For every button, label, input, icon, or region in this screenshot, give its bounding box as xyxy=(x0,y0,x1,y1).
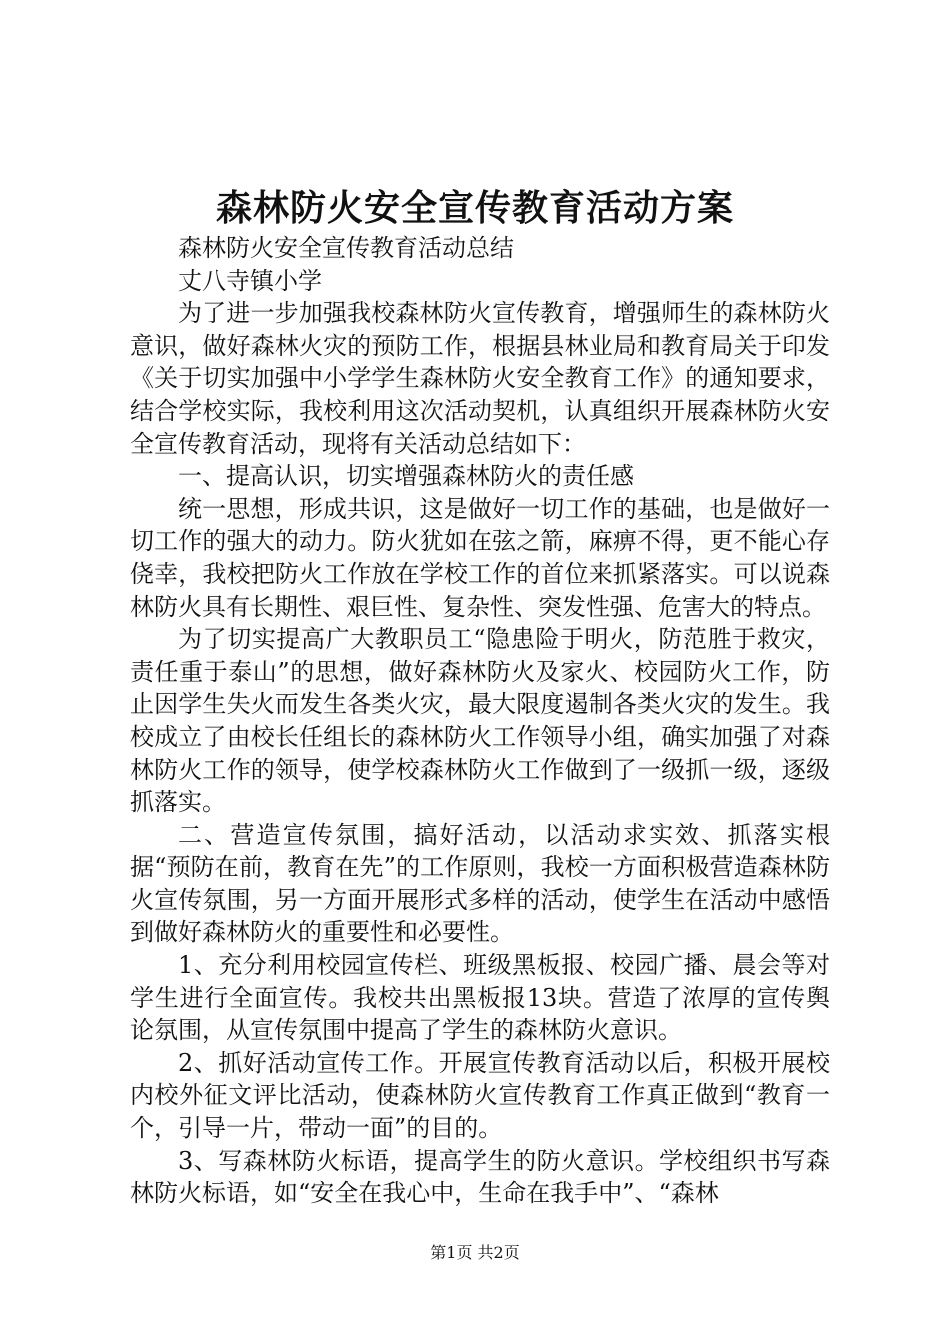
paragraph: 丈八寺镇小学 xyxy=(178,266,322,295)
paragraph: 统一思想，形成共识，这是做好一切工作的基础，也是做好一切工作的强大的动力。防火犹如在弦之箭，麻痹不得，更不能心存侥幸，我校把防火工作放在学校工作的首位来抓紧落实。可以说森林防火具有长期性、艰巨性、复杂性、突发性强、危害大的特点。 xyxy=(130,494,830,621)
page-footer: 第1页 共2页 xyxy=(430,1243,520,1262)
paragraph: 为了进一步加强我校森林防火宣传教育，增强师生的森林防火意识，做好森林火灾的预防工作，根据县林业局和教育局关于印发《关于切实加强中小学学生森林防火安全教育工作》的通知要求，结合学校实际，我校利用这次活动契机，认真组织开展森林防火安全宣传教育活动，现将有关活动总结如下： xyxy=(130,299,830,458)
paragraph: 1、充分利用校园宣传栏、班级黑板报、校园广播、晨会等对学生进行全面宣传。我校共出黑板报13块。营造了浓厚的宣传舆论氛围，从宣传氛围中提高了学生的森林防火意识。 xyxy=(130,951,830,1045)
document-body xyxy=(130,232,830,1210)
paragraph: 为了切实提高广大教职员工“隐患险于明火，防范胜于救灾，责任重于泰山”的思想，做好森林防火及家火、校园防火工作，防止因学生失火而发生各类火灾，最大限度遏制各类火灾的发生。我校成立了由校长任组长的森林防火工作领导小组，确实加强了对森林防火工作的领导，使学校森林防火工作做到了一级抓一级，逐级抓落实。 xyxy=(130,625,830,817)
paragraph: 森林防火安全宣传教育活动总结 xyxy=(178,234,514,262)
paragraph: 二、营造宣传氛围，搞好活动，以活动求实效、抓落实根据“预防在前，教育在先”的工作原则，我校一方面积极营造森林防火宣传氛围，另一方面开展形式多样的活动，使学生在活动中感悟到做好森林防火的重要性和必要性。 xyxy=(130,820,830,947)
document-title: 森林防火安全宣传教育活动方案 xyxy=(215,187,734,229)
paragraph: 一、提高认识，切实增强森林防火的责任感 xyxy=(178,462,634,491)
paragraph: 3、写森林防火标语，提高学生的防火意识。学校组织书写森林防火标语，如“安全在我心中，生命在我手中”、“森林 xyxy=(130,1146,830,1208)
paragraph: 2、抓好活动宣传工作。开展宣传教育活动以后，积极开展校内校外征文评比活动，使森林防火宣传教育工作真正做到“教育一个，引导一片，带动一面”的目的。 xyxy=(130,1048,830,1143)
